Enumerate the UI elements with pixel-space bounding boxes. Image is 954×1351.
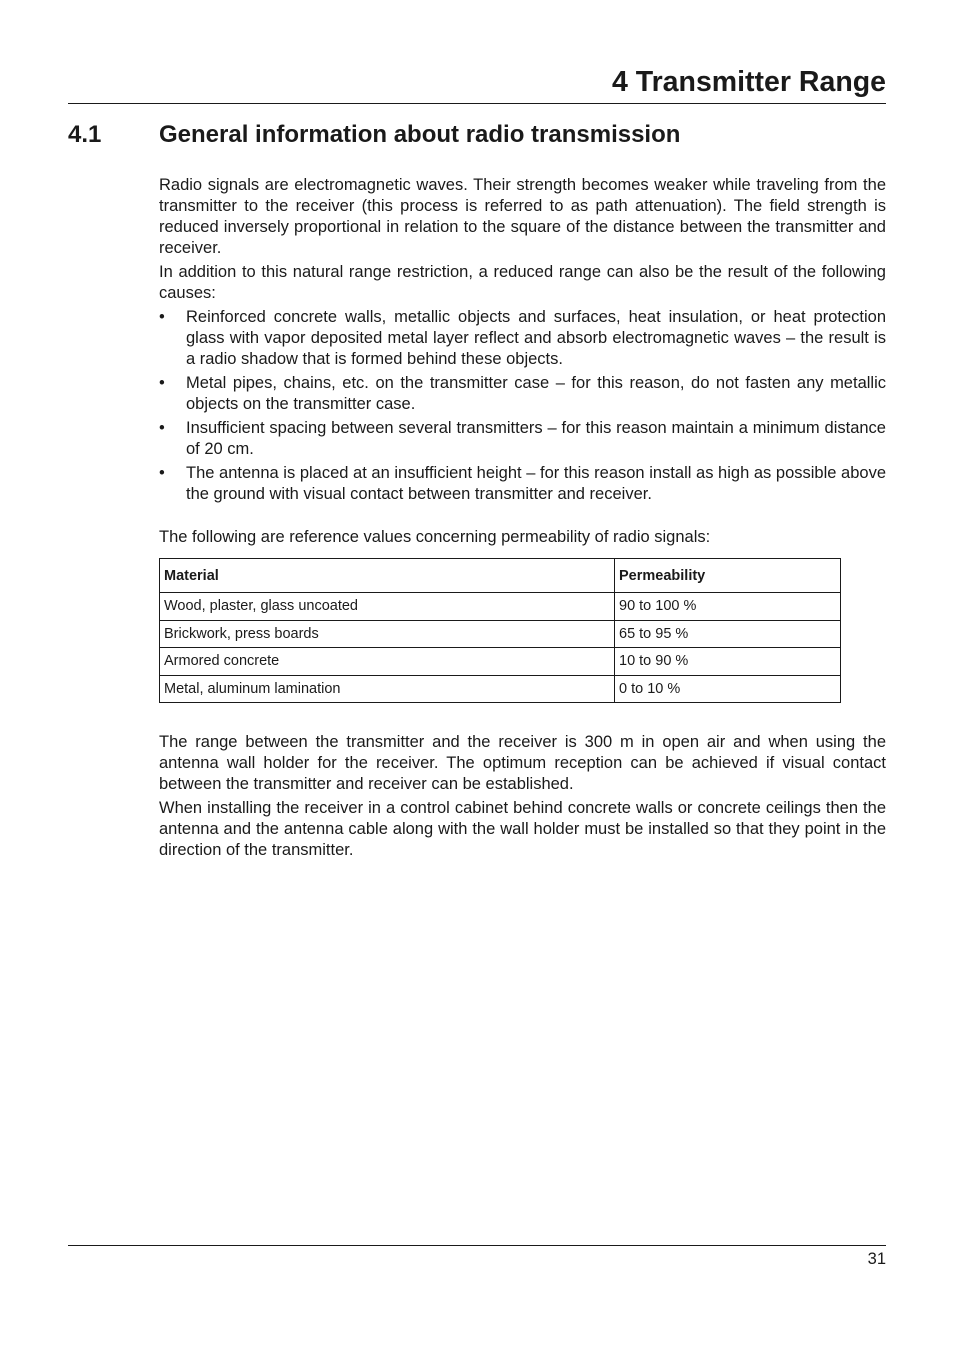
causes-list — [159, 307, 886, 505]
permeability-cell: 90 to 100 % — [615, 593, 841, 621]
causes-paragraph: In addition to this natural range restriction, a reduced range can also be the result of the following causes: — [159, 263, 886, 302]
material-cell: Wood, plaster, glass uncoated — [160, 593, 615, 621]
table-row — [160, 675, 841, 703]
intro-paragraph: Radio signals are electromagnetic waves. Their strength becomes weaker while traveling from the transmitter to the receiver (this process is referred to as path attenuation). The field strength is reduced inversely proportional in relation to the square of the distance between the transmitter and receiver. — [159, 176, 886, 257]
table-intro: The following are reference values concerning permeability of radio signals: — [159, 528, 711, 546]
material-cell: Armored concrete — [160, 648, 615, 676]
section-title: General information about radio transmission — [159, 121, 681, 148]
column-header-material: Material — [160, 559, 615, 593]
table-row — [160, 593, 841, 621]
permeability-table — [159, 558, 841, 703]
material-cell: Brickwork, press boards — [160, 620, 615, 648]
footer-divider — [68, 1245, 886, 1246]
bullet-icon: • — [159, 419, 165, 437]
list-item-text: Metal pipes, chains, etc. on the transmitter case – for this reason, do not fasten any metallic objects on the transmitter case. — [186, 374, 886, 413]
list-item — [159, 418, 886, 460]
page-number: 31 — [867, 1250, 886, 1268]
list-item-text: The antenna is placed at an insufficient height – for this reason install as high as possible above the ground with visual contact between transmitter and receiver. — [186, 464, 886, 503]
chapter-title: 4 Transmitter Range — [611, 66, 886, 98]
section-number: 4.1 — [68, 121, 102, 148]
header-divider — [68, 103, 886, 104]
bullet-icon: • — [159, 464, 165, 482]
permeability-cell: 0 to 10 % — [615, 675, 841, 703]
table-row — [160, 648, 841, 676]
list-item — [159, 463, 886, 505]
bullet-icon: • — [159, 374, 165, 392]
installation-paragraph: When installing the receiver in a control cabinet behind concrete walls or concrete ceilings then the antenna and the antenna cable along with the wall holder must be installed so that they point in the direction of the transmitter. — [159, 799, 886, 859]
list-item — [159, 307, 886, 370]
list-item — [159, 373, 886, 415]
main-content — [159, 175, 886, 864]
table-row — [160, 620, 841, 648]
material-cell: Metal, aluminum lamination — [160, 675, 615, 703]
bullet-icon: • — [159, 308, 165, 326]
table-header-row — [160, 559, 841, 593]
permeability-cell: 65 to 95 % — [615, 620, 841, 648]
permeability-cell: 10 to 90 % — [615, 648, 841, 676]
column-header-permeability: Permeability — [615, 559, 841, 593]
section-heading — [68, 121, 680, 149]
list-item-text: Insufficient spacing between several transmitters – for this reason maintain a minimum distance of 20 cm. — [186, 419, 886, 458]
list-item-text: Reinforced concrete walls, metallic objects and surfaces, heat insulation, or heat protection glass with vapor deposited metal layer reflect and absorb electromagnetic waves – the result is a radio shadow that is formed behind these objects. — [186, 308, 886, 368]
range-paragraph: The range between the transmitter and the receiver is 300 m in open air and when using the antenna wall holder for the receiver. The optimum reception can be achieved if visual contact between the transmitter and receiver can be established. — [159, 733, 886, 793]
